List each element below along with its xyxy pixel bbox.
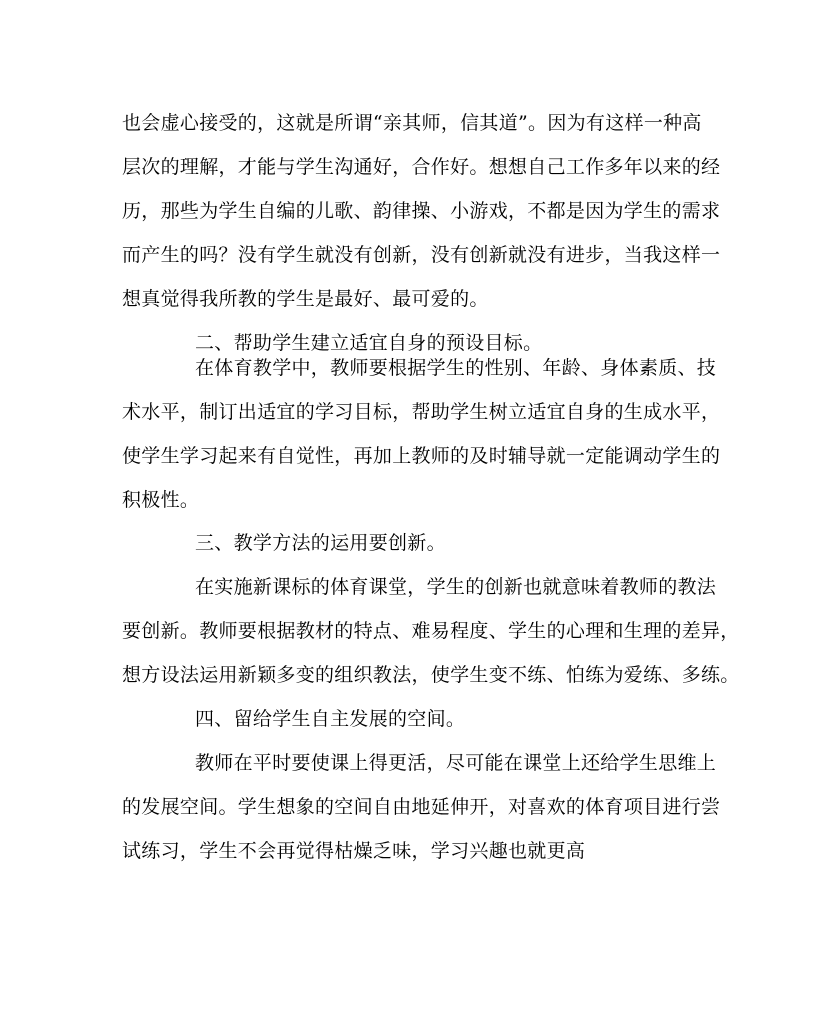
paragraph-line: 试练习，学生不会再觉得枯燥乏味，学习兴趣也就更高 (122, 840, 586, 862)
paragraph-line: 历，那些为学生自编的儿歌、韵律操、小游戏，不都是因为学生的需求 (122, 200, 721, 222)
section-heading-3: 三、教学方法的运用要创新。 (195, 532, 446, 554)
paragraph-4 (122, 741, 721, 873)
paragraph-3 (122, 565, 740, 697)
paragraph-line: 在实施新课标的体育课堂，学生的创新也就意味着教师的教法 (195, 576, 717, 598)
paragraph-line: 也会虚心接受的，这就是所谓“亲其师，信其道”。因为有这样一种高 (122, 112, 702, 134)
paragraph-line: 要创新。教师要根据教材的特点、难易程度、学生的心理和生理的差异， (122, 620, 740, 642)
paragraph-line: 层次的理解，才能与学生沟通好，合作好。想想自己工作多年以来的经 (122, 156, 721, 178)
paragraph-line: 而产生的吗？没有学生就没有创新，没有创新就没有进步，当我这样一 (122, 244, 721, 266)
paragraph-line: 想真觉得我所教的学生是最好、最可爱的。 (122, 288, 489, 310)
paragraph-line: 使学生学习起来有自觉性，再加上教师的及时辅导就一定能调动学生的 (122, 445, 721, 467)
paragraph-2 (122, 346, 721, 522)
paragraph-1 (122, 101, 721, 321)
paragraph-line: 教师在平时要使课上得更活，尽可能在课堂上还给学生思维上 (195, 752, 717, 774)
paragraph-line: 想方设法运用新颖多变的组织教法，使学生变不练、怕练为爱练、多练。 (122, 664, 740, 686)
paragraph-line: 的发展空间。学生想象的空间自由地延伸开，对喜欢的体育项目进行尝 (122, 796, 721, 818)
paragraph-line: 术水平，制订出适宜的学习目标，帮助学生树立适宜自身的生成水平， (122, 401, 721, 423)
section-heading-4: 四、留给学生自主发展的空间。 (195, 708, 466, 730)
paragraph-line: 积极性。 (122, 489, 200, 511)
section-heading-2: 二、帮助学生建立适宜自身的预设目标。 (195, 332, 543, 354)
paragraph-line: 在体育教学中，教师要根据学生的性别、年龄、身体素质、技 (195, 357, 717, 379)
